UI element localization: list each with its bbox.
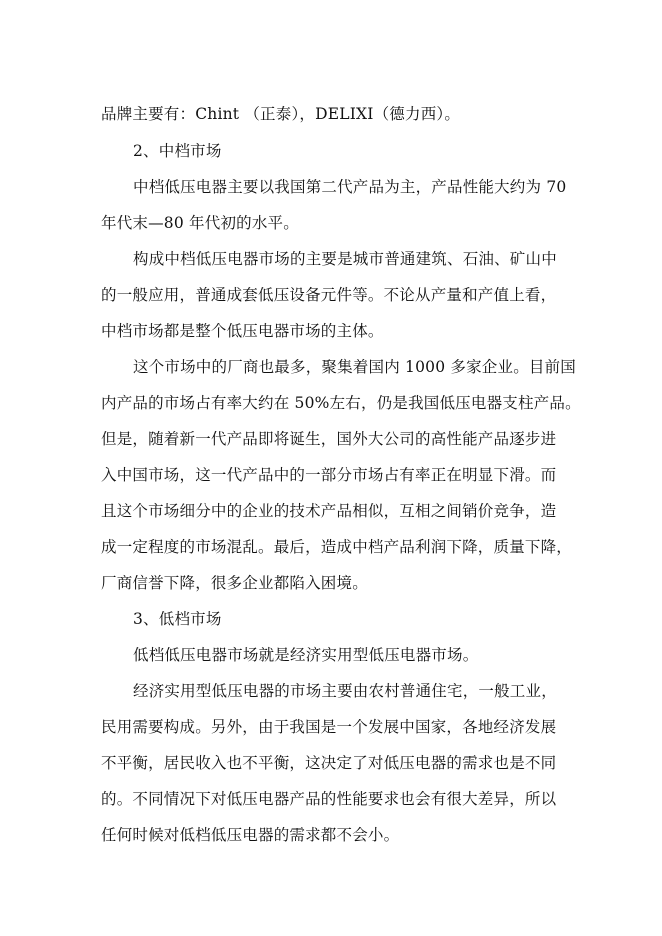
text-line: 且这个市场细分中的企业的技术产品相似，互相之间销价竞争，造 [101, 502, 557, 520]
text-line: 内产品的市场占有率大约在 50%左右，仍是我国低压电器支柱产品。 [101, 394, 581, 412]
text-line: 品牌主要有：Chint （正泰），DELIXI（德力西）。 [101, 105, 461, 123]
text-line: 这个市场中的厂商也最多，聚集着国内 1000 多家企业。目前国 [133, 358, 577, 376]
section-heading-mid-market: 2、中档市场 [133, 142, 222, 160]
text-line: 成一定程度的市场混乱。最后，造成中档产品利润下降，质量下降， [101, 538, 573, 556]
text-line: 的一般应用，普通成套低压设备元件等。不论从产量和产值上看， [101, 286, 557, 304]
text-line: 但是，随着新一代产品即将诞生，国外大公司的高性能产品逐步进 [101, 430, 557, 448]
text-line: 厂商信誉下降，很多企业都陷入困境。 [101, 574, 368, 592]
text-line: 不平衡，居民收入也不平衡，这决定了对低压电器的需求也是不同 [101, 754, 557, 772]
text-line: 构成中档低压电器市场的主要是城市普通建筑、石油、矿山中 [133, 250, 557, 268]
text-line: 入中国市场，这一代产品中的一部分市场占有率正在明显下滑。而 [101, 466, 557, 484]
text-line: 经济实用型低压电器的市场主要由农村普通住宅，一般工业， [133, 682, 557, 700]
text-line: 任何时候对低档低压电器的需求都不会小。 [101, 826, 400, 844]
text-line: 中档市场都是整个低压电器市场的主体。 [101, 322, 384, 340]
text-line: 低档低压电器市场就是经济实用型低压电器市场。 [133, 646, 479, 664]
text-line: 年代末—80 年代初的水平。 [101, 214, 299, 232]
text-line: 的。不同情况下对低压电器产品的性能要求也会有很大差异，所以 [101, 790, 557, 808]
text-line: 民用需要构成。另外，由于我国是一个发展中国家，各地经济发展 [101, 718, 557, 736]
section-heading-low-market: 3、低档市场 [133, 610, 222, 628]
text-line: 中档低压电器主要以我国第二代产品为主，产品性能大约为 70 [133, 178, 567, 196]
